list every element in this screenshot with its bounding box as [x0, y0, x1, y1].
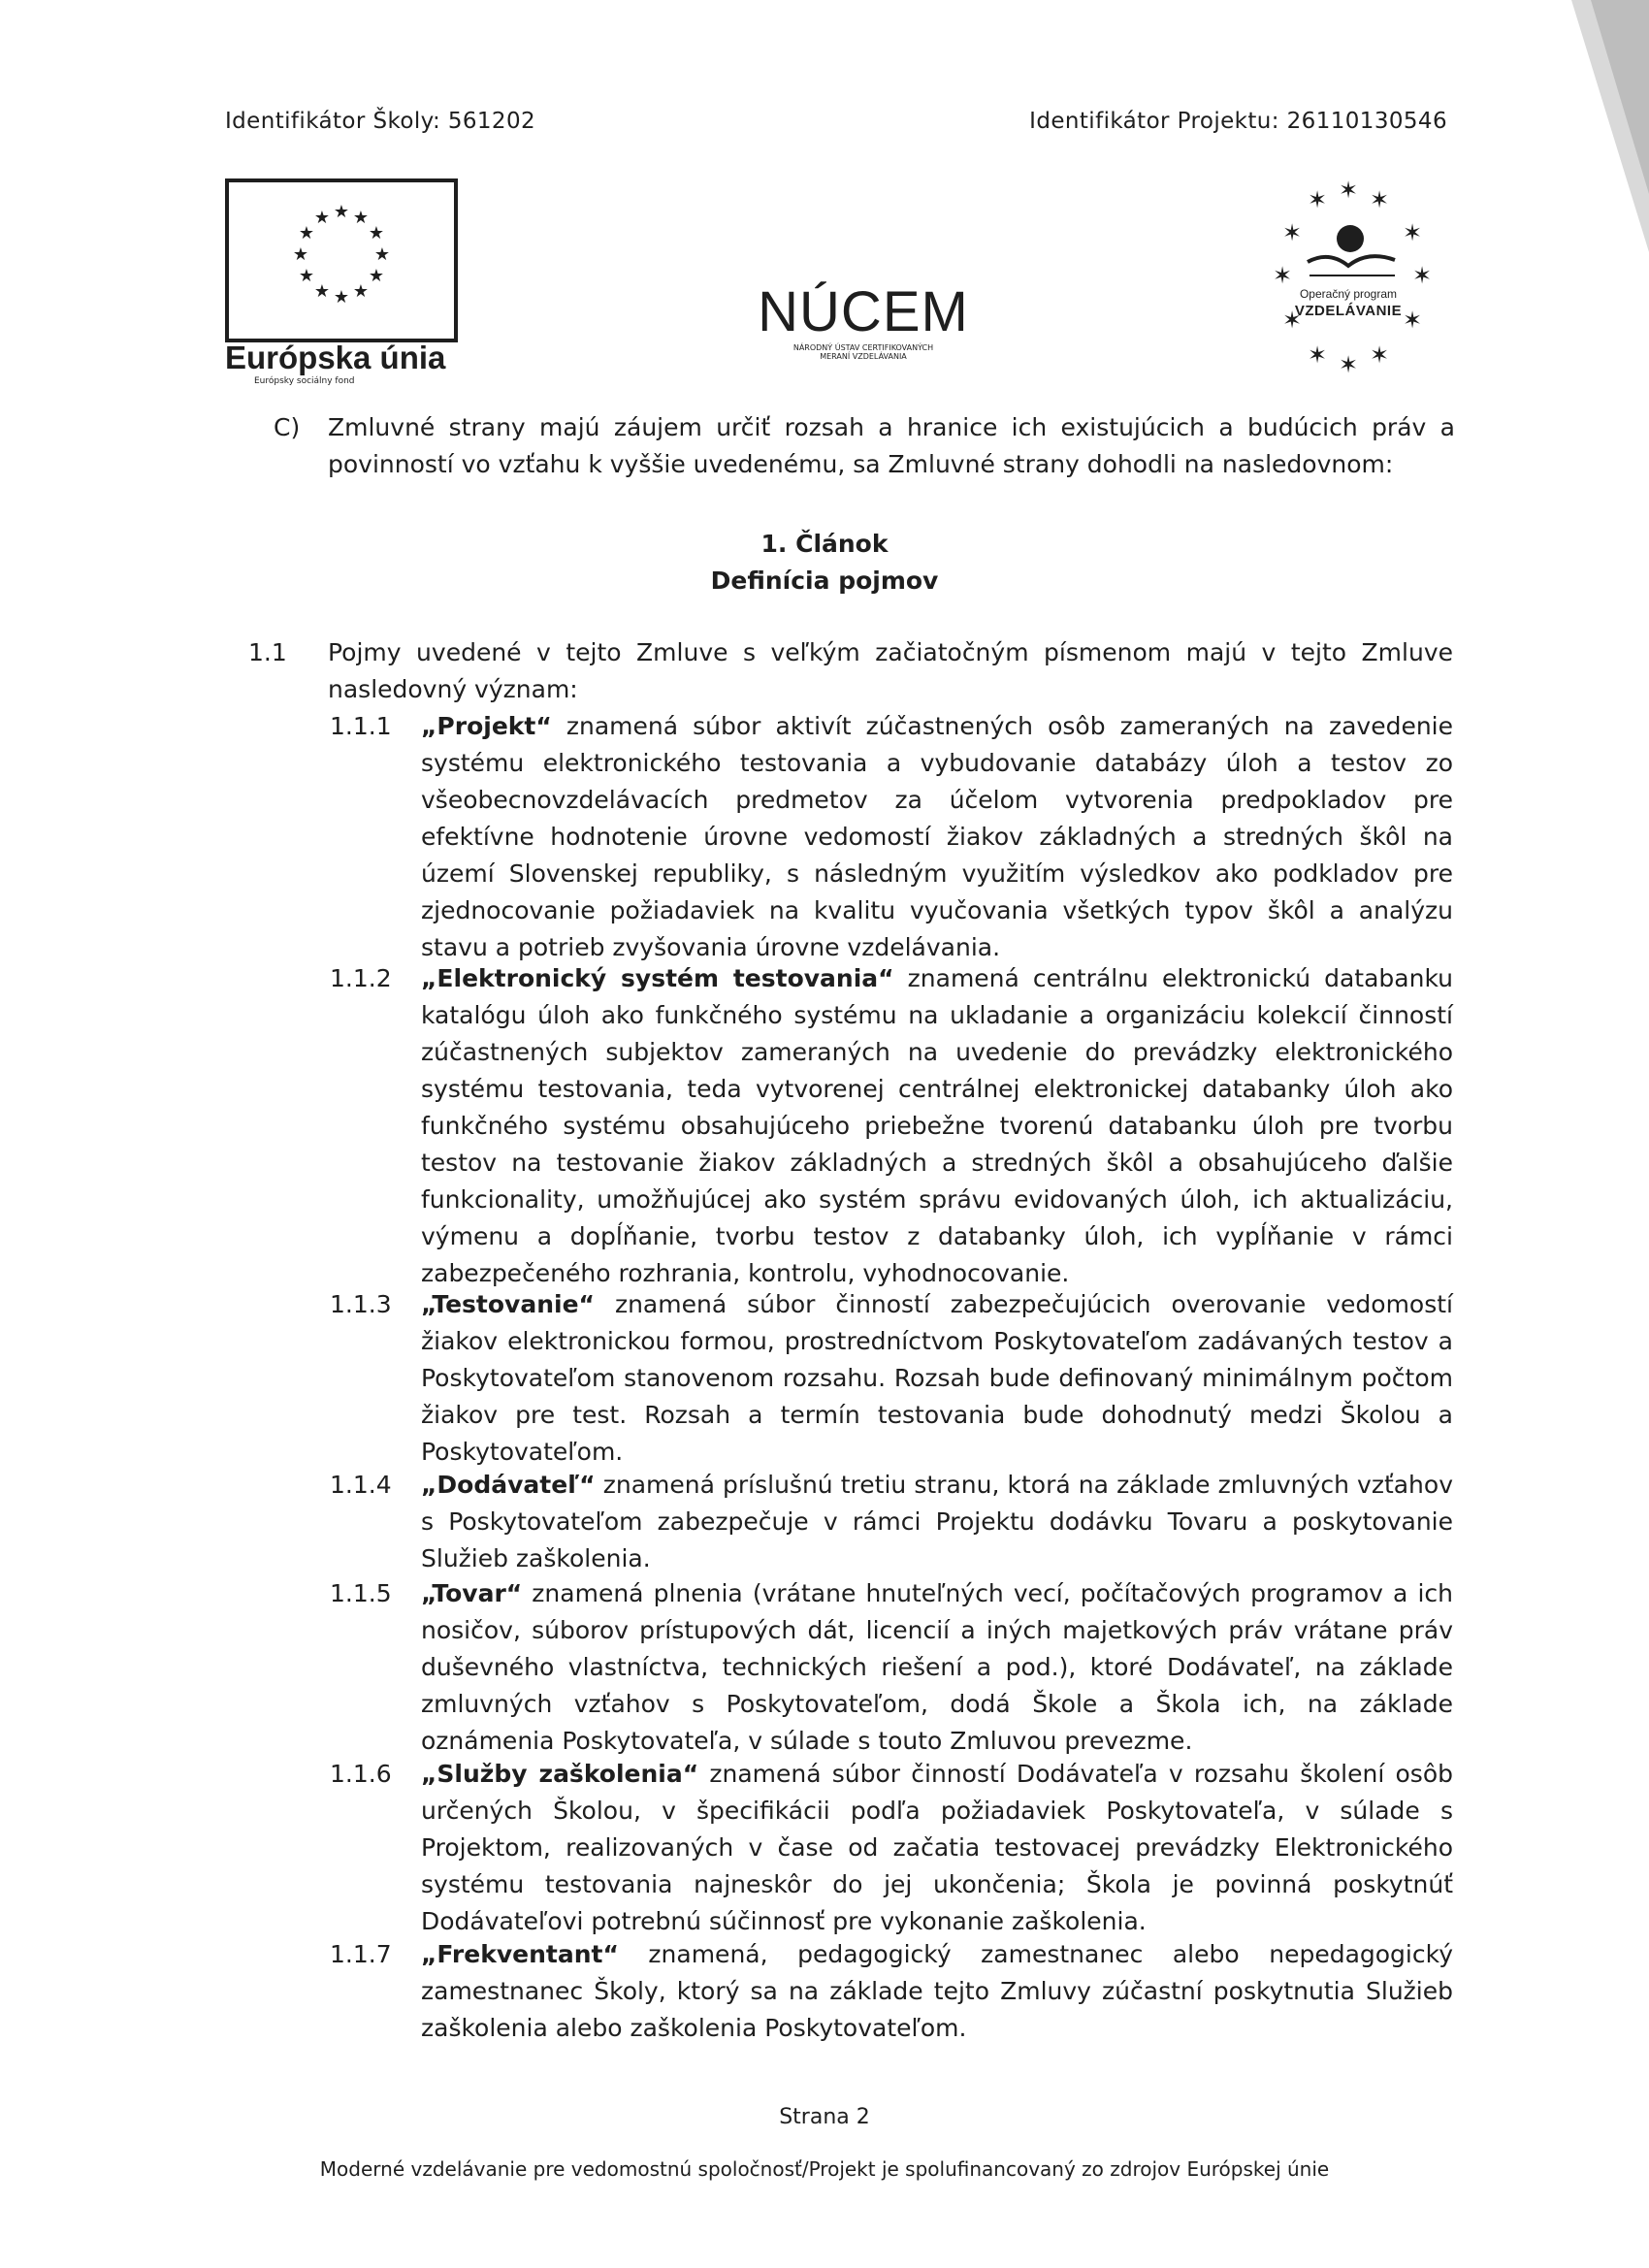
intro-label: C): [274, 413, 301, 441]
eu-flag-icon: [225, 178, 458, 342]
definition-body: znamená, pedagogický zamestnanec alebo nepedagogický zamestnanec Školy, ktorý sa na základe tejto Zmluvy zúčastní poskytnutia Služieb zaškolenia alebo zaškolenia Poskytovateľom.: [421, 1940, 1453, 2042]
svg-text:✶: ✶: [1307, 186, 1328, 213]
definition-term: „Projekt“: [421, 712, 552, 740]
svg-text:★: ★: [352, 208, 370, 228]
svg-text:★: ★: [333, 202, 350, 222]
paragraph-number: 1.1: [248, 638, 287, 666]
article-title: Definícia pojmov: [710, 567, 939, 595]
svg-text:★: ★: [333, 287, 350, 308]
school-identifier: Identifikátor Školy: 561202: [225, 109, 536, 134]
svg-text:✶: ✶: [1369, 186, 1390, 213]
definition-term: „Elektronický systém testovania“: [421, 964, 894, 992]
definition-text: [421, 1756, 1453, 1940]
svg-text:✶: ✶: [1411, 262, 1433, 289]
definition-text: [421, 1936, 1453, 2047]
svg-text:✶: ✶: [1281, 219, 1303, 246]
definition-term: „Dodávateľ“: [421, 1471, 596, 1499]
svg-text:★: ★: [298, 223, 315, 243]
nucem-logo-title: NÚCEM: [758, 280, 969, 343]
svg-text:✶: ✶: [1281, 307, 1303, 334]
definition-text: [421, 960, 1453, 1292]
definition-term: „Tovar“: [421, 1579, 523, 1607]
project-identifier: Identifikátor Projektu: 26110130546: [1029, 109, 1447, 134]
definition-body: znamená príslušnú tretiu stranu, ktorá na základe zmluvných vzťahov s Poskytovateľom zabezpečuje v rámci Projektu dodávku Tovaru a poskytovanie Služieb zaškolenia.: [421, 1471, 1453, 1572]
svg-text:✶: ✶: [1272, 262, 1293, 289]
intro-text: Zmluvné strany majú záujem určiť rozsah a hranice ich existujúcich a budúcich práv a povinností vo vzťahu k vyššie uvedenému, sa Zmluvné strany dohodli na nasledovnom:: [328, 413, 1455, 478]
page-number: Strana 2: [779, 2105, 870, 2129]
svg-text:★: ★: [373, 244, 391, 265]
nucem-logo-subtitle: NÁRODNÝ ÚSTAV CERTIFIKOVANÝCH: [792, 343, 934, 352]
definition-number: 1.1.1: [330, 712, 392, 740]
op-stars-book-icon: [1232, 173, 1465, 386]
definition-term: „Frekventant“: [421, 1940, 619, 1968]
svg-text:✶: ✶: [1402, 307, 1423, 334]
svg-text:★: ★: [292, 244, 309, 265]
svg-text:✶: ✶: [1402, 219, 1423, 246]
definition-number: 1.1.2: [330, 964, 392, 992]
scan-corner-shadow: [1571, 0, 1649, 252]
definition-number: 1.1.6: [330, 1760, 392, 1788]
nucem-logo: [737, 280, 989, 361]
definition-text: [421, 1575, 1453, 1760]
svg-text:✶: ✶: [1307, 341, 1328, 369]
definition-number: 1.1.5: [330, 1579, 392, 1607]
svg-text:★: ★: [313, 208, 331, 228]
definition-body: znamená súbor aktivít zúčastnených osôb zameraných na zavedenie systému elektronického testovania a vybudovanie databázy úloh a testov zo všeobecnovzdelávacích predmetov za účelom vytvorenia predpokladov pre efektívne hodnotenie úrovne vedomostí žiakov základných a stredných škôl na území Slovenskej republiky, s následným využitím výsledkov ako podkladov pre zjednocovanie požiadaviek na kvalitu vyučovania všetkých typov škôl a analýzu stavu a potrieb zvyšovania úrovne vzdelávania.: [421, 712, 1453, 961]
svg-text:✶: ✶: [1369, 341, 1390, 369]
eu-stars-icon: [229, 182, 454, 339]
definition-term: „Služby zaškolenia“: [421, 1760, 699, 1788]
svg-text:★: ★: [368, 266, 385, 286]
nucem-logo-subtitle-2: MERANÍ VZDELÁVANIA: [820, 352, 907, 361]
definition-body: znamená súbor činností zabezpečujúcich overovanie vedomostí žiakov elektronickou formou, prostredníctvom Poskytovateľom zadávaných testov a Poskytovateľom stanovenom rozsahu. Rozsah bude definovaný minimálnym počtom žiakov pre test. Rozsah a termín testovania bude dohodnutý medzi Školou a Poskytovateľom.: [421, 1290, 1453, 1466]
paragraph-text: Pojmy uvedené v tejto Zmluve s veľkým začiatočným písmenom majú v tejto Zmluve nasledovný význam:: [328, 638, 1453, 703]
svg-text:★: ★: [298, 266, 315, 286]
op-vzdelavanie-logo: [1232, 173, 1465, 386]
svg-text:★: ★: [368, 223, 385, 243]
eu-logo: [225, 178, 458, 387]
svg-text:★: ★: [313, 281, 331, 302]
page-footer: Moderné vzdelávanie pre vedomostnú spoločnosť/Projekt je spolufinancovaný zo zdrojov Európskej únie: [319, 2157, 1330, 2181]
definition-number: 1.1.7: [330, 1940, 392, 1968]
svg-text:✶: ✶: [1338, 177, 1359, 204]
svg-text:★: ★: [352, 281, 370, 302]
definition-body: znamená súbor činností Dodávateľa v rozsahu školení osôb určených Školou, v špecifikácii podľa požiadaviek Poskytovateľa, v súlade s Projektom, realizovaných v čase od začatia testovacej prevádzky Elektronického systému testovania najneskôr do jej ukončenia; Škola je povinná poskytnúť Dodávateľovi potrebnú súčinnosť pre vykonanie zaškolenia.: [421, 1760, 1453, 1935]
definition-number: 1.1.4: [330, 1471, 392, 1499]
definition-text: [421, 1467, 1453, 1577]
definition-body: znamená centrálnu elektronickú databanku katalógu úloh ako funkčného systému na ukladanie a organizáciu kolekcií činností zúčastnených subjektov zameraných na uvedenie do prevádzky elektronického systému testovania, teda vytvorenej centrálnej elektronickej databanky úloh ako funkčného systému obsahujúceho priebežne tvorenú databanku úloh pre tvorbu testov na testovanie žiakov základných a stredných škôl a obsahujúceho ďalšie funkcionality, umožňujúcej ako systém správu evidovaných úloh, ich aktualizáciu, výmenu a dopĺňanie, tvorbu testov z databanky úloh, ich vypĺňanie v rámci zabezpečeného rozhrania, kontrolu, vyhodnocovanie.: [421, 964, 1454, 1287]
op-logo-line-1: Operačný program: [1299, 287, 1398, 301]
definition-body: znamená plnenia (vrátane hnuteľných vecí, počítačových programov a ich nosičov, súborov prístupových dát, licencií a iných majetkových práv vrátane práv duševného vlastníctva, technických riešení a pod.), ktoré Dodávateľ, na základe zmluvných vzťahov s Poskytovateľom, dodá Škole a Škola ich, na základe oznámenia Poskytovateľa, v súlade s touto Zmluvou prevezme.: [421, 1579, 1453, 1755]
eu-logo-subtitle: Európsky sociálny fond: [254, 376, 355, 386]
article-number: 1. Článok: [760, 530, 889, 558]
definition-term: „Testovanie“: [421, 1290, 595, 1318]
definition-text: [421, 708, 1453, 966]
definition-text: [421, 1286, 1453, 1471]
svg-text:✶: ✶: [1338, 351, 1359, 378]
definition-number: 1.1.3: [330, 1290, 392, 1318]
eu-logo-title: Európska únia: [225, 340, 446, 375]
op-logo-line-2: VZDELÁVANIE: [1294, 303, 1403, 319]
